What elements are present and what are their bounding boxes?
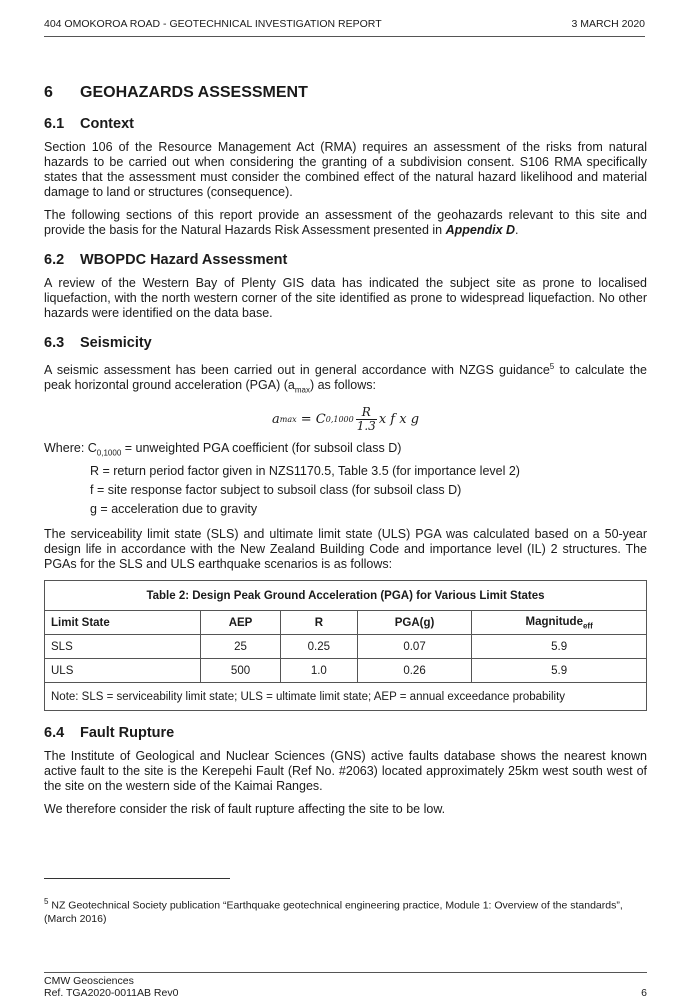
where-line-4: g = acceleration due to gravity (90, 502, 258, 517)
eq-rest: x f x g (378, 411, 420, 427)
table-caption: Table 2: Design Peak Ground Acceleration (PGA) for Various Limit States (45, 581, 647, 611)
subsection-title: Fault Rupture (80, 725, 175, 742)
eq-subscript: 0,1000 (325, 414, 354, 424)
text: to calculate the peak horizontal ground acceleration (PGA) (a (44, 363, 647, 393)
table-cell: 0.25 (280, 635, 357, 659)
eq-subscript: max (279, 414, 297, 424)
footer-reference: Ref. TGA2020-0011AB Rev0 (44, 987, 179, 999)
subsection-number: 6.1 (44, 116, 65, 132)
header-date: 3 MARCH 2020 (571, 18, 645, 30)
subsection-number: 6.3 (44, 335, 65, 351)
pga-equation (44, 406, 647, 433)
text: ) as follows: (309, 378, 376, 393)
subsection-title: Context (80, 116, 134, 132)
context-paragraph-2 (44, 208, 647, 238)
eq-symbol: C (315, 411, 326, 427)
subscript: eff (582, 620, 593, 630)
table-header-row (45, 611, 647, 635)
eq-numerator: R (361, 404, 371, 419)
table-header: PGA(g) (357, 611, 471, 635)
table-cell: 0.26 (357, 659, 471, 683)
eq-equals: = (296, 411, 316, 427)
eq-fraction (356, 406, 377, 433)
table-cell: 25 (201, 635, 281, 659)
wbopdc-paragraph: A review of the Western Bay of Plenty GIS data has indicated the subject site as prone to localised liquefaction, with the north western corner of the site identified as prone to widespread liquefaction. No other hazards were identified on the data base. (44, 276, 647, 320)
seismicity-paragraph-1 (44, 359, 647, 398)
table-cell: 5.9 (472, 635, 647, 659)
table-cell: 0.07 (357, 635, 471, 659)
text: A seismic assessment has been carried out in general accordance with NZGS guidance (44, 363, 550, 378)
eq-symbol: a (271, 411, 280, 427)
table-cell: 1.0 (280, 659, 357, 683)
table-header: AEP (201, 611, 281, 635)
where-label: Where: (44, 440, 88, 455)
where-line-2: R = return period factor given in NZS1170.5, Table 3.5 (for importance level 2) (90, 464, 520, 479)
page-number: 6 (641, 987, 647, 999)
table-header: R (280, 611, 357, 635)
page-footer (44, 972, 647, 999)
where-line-1 (44, 439, 647, 463)
table-header (472, 611, 647, 635)
footnote-text: NZ Geotechnical Society publication “Earthquake geotechnical engineering practice, Module 1: Overview of the standards”, (March 2016) (44, 899, 623, 925)
text: C (87, 440, 97, 455)
text: = unweighted PGA coefficient (for subsoil class D) (121, 440, 402, 455)
section-number: 6 (44, 84, 53, 101)
main-content (44, 84, 647, 825)
table-cell: ULS (45, 659, 201, 683)
subsection-title: Seismicity (80, 335, 152, 351)
table-row (45, 659, 647, 683)
subscript: 0,1000 (96, 448, 122, 458)
context-paragraph-1: Section 106 of the Resource Management Act (RMA) requires an assessment of the risks from natural hazards to be carried out when considering the granting of a subdivision consent. S106 RMA specifically states that the assessment must consider the combined effect of the natural hazard likelihood and material damage to land or structures (consequence). (44, 140, 647, 199)
text: Magnitude (525, 615, 583, 628)
text: . (515, 223, 519, 237)
pga-table (44, 580, 647, 711)
footnote-number: 5 (44, 897, 49, 906)
table-cell: 5.9 (472, 659, 647, 683)
subsection-heading-seismicity (44, 335, 647, 351)
footer-company: CMW Geosciences (44, 975, 134, 987)
seismicity-paragraph-2: The serviceability limit state (SLS) and ultimate limit state (ULS) PGA was calculated based on a 50-year design life in accordance with the New Zealand Building Code and importance level (IL) 2 structures. The PGAs for the SLS and ULS earthquake scenarios is as follows: (44, 527, 647, 572)
table-header: Limit State (45, 611, 201, 635)
table-row (45, 635, 647, 659)
section-title: GEOHAZARDS ASSESSMENT (80, 84, 308, 101)
section-heading (44, 84, 647, 102)
where-definitions (44, 439, 647, 520)
appendix-reference: Appendix D (445, 223, 516, 237)
subsection-number: 6.4 (44, 725, 65, 742)
footnote (44, 895, 647, 926)
eq-denominator: 1.3 (356, 418, 376, 433)
footnote-marker: 5 (549, 362, 555, 371)
text: The following sections of this report provide an assessment of the geohazards relevant to this site and provide the basis for the Natural Hazards Risk Assessment presented in (44, 208, 647, 237)
footer-row (44, 987, 647, 999)
table-note: Note: SLS = serviceability limit state; ULS = ultimate limit state; AEP = annual exceedance probability (45, 683, 647, 711)
subsection-title: WBOPDC Hazard Assessment (80, 252, 288, 268)
subsection-heading-wbopdc (44, 252, 647, 268)
subsection-number: 6.2 (44, 252, 65, 268)
footnote-divider (44, 878, 230, 879)
fault-paragraph-1: The Institute of Geological and Nuclear Sciences (GNS) active faults database shows the nearest known active fault to the site is the Kerepehi Fault (Ref No. #2063) located approximately 25km west south west of the site on the western side of the Kaimai Ranges. (44, 749, 647, 794)
page-header (44, 18, 645, 37)
subsection-heading-context (44, 116, 647, 132)
where-line-3: f = site response factor subject to subsoil class (for subsoil class D) (90, 483, 462, 498)
header-title: 404 OMOKOROA ROAD - GEOTECHNICAL INVESTIGATION REPORT (44, 18, 382, 30)
fault-paragraph-2: We therefore consider the risk of fault rupture affecting the site to be low. (44, 802, 446, 817)
subscript: max (294, 385, 310, 395)
subsection-heading-fault-rupture (44, 725, 647, 741)
table-cell: SLS (45, 635, 201, 659)
table-cell: 500 (201, 659, 281, 683)
